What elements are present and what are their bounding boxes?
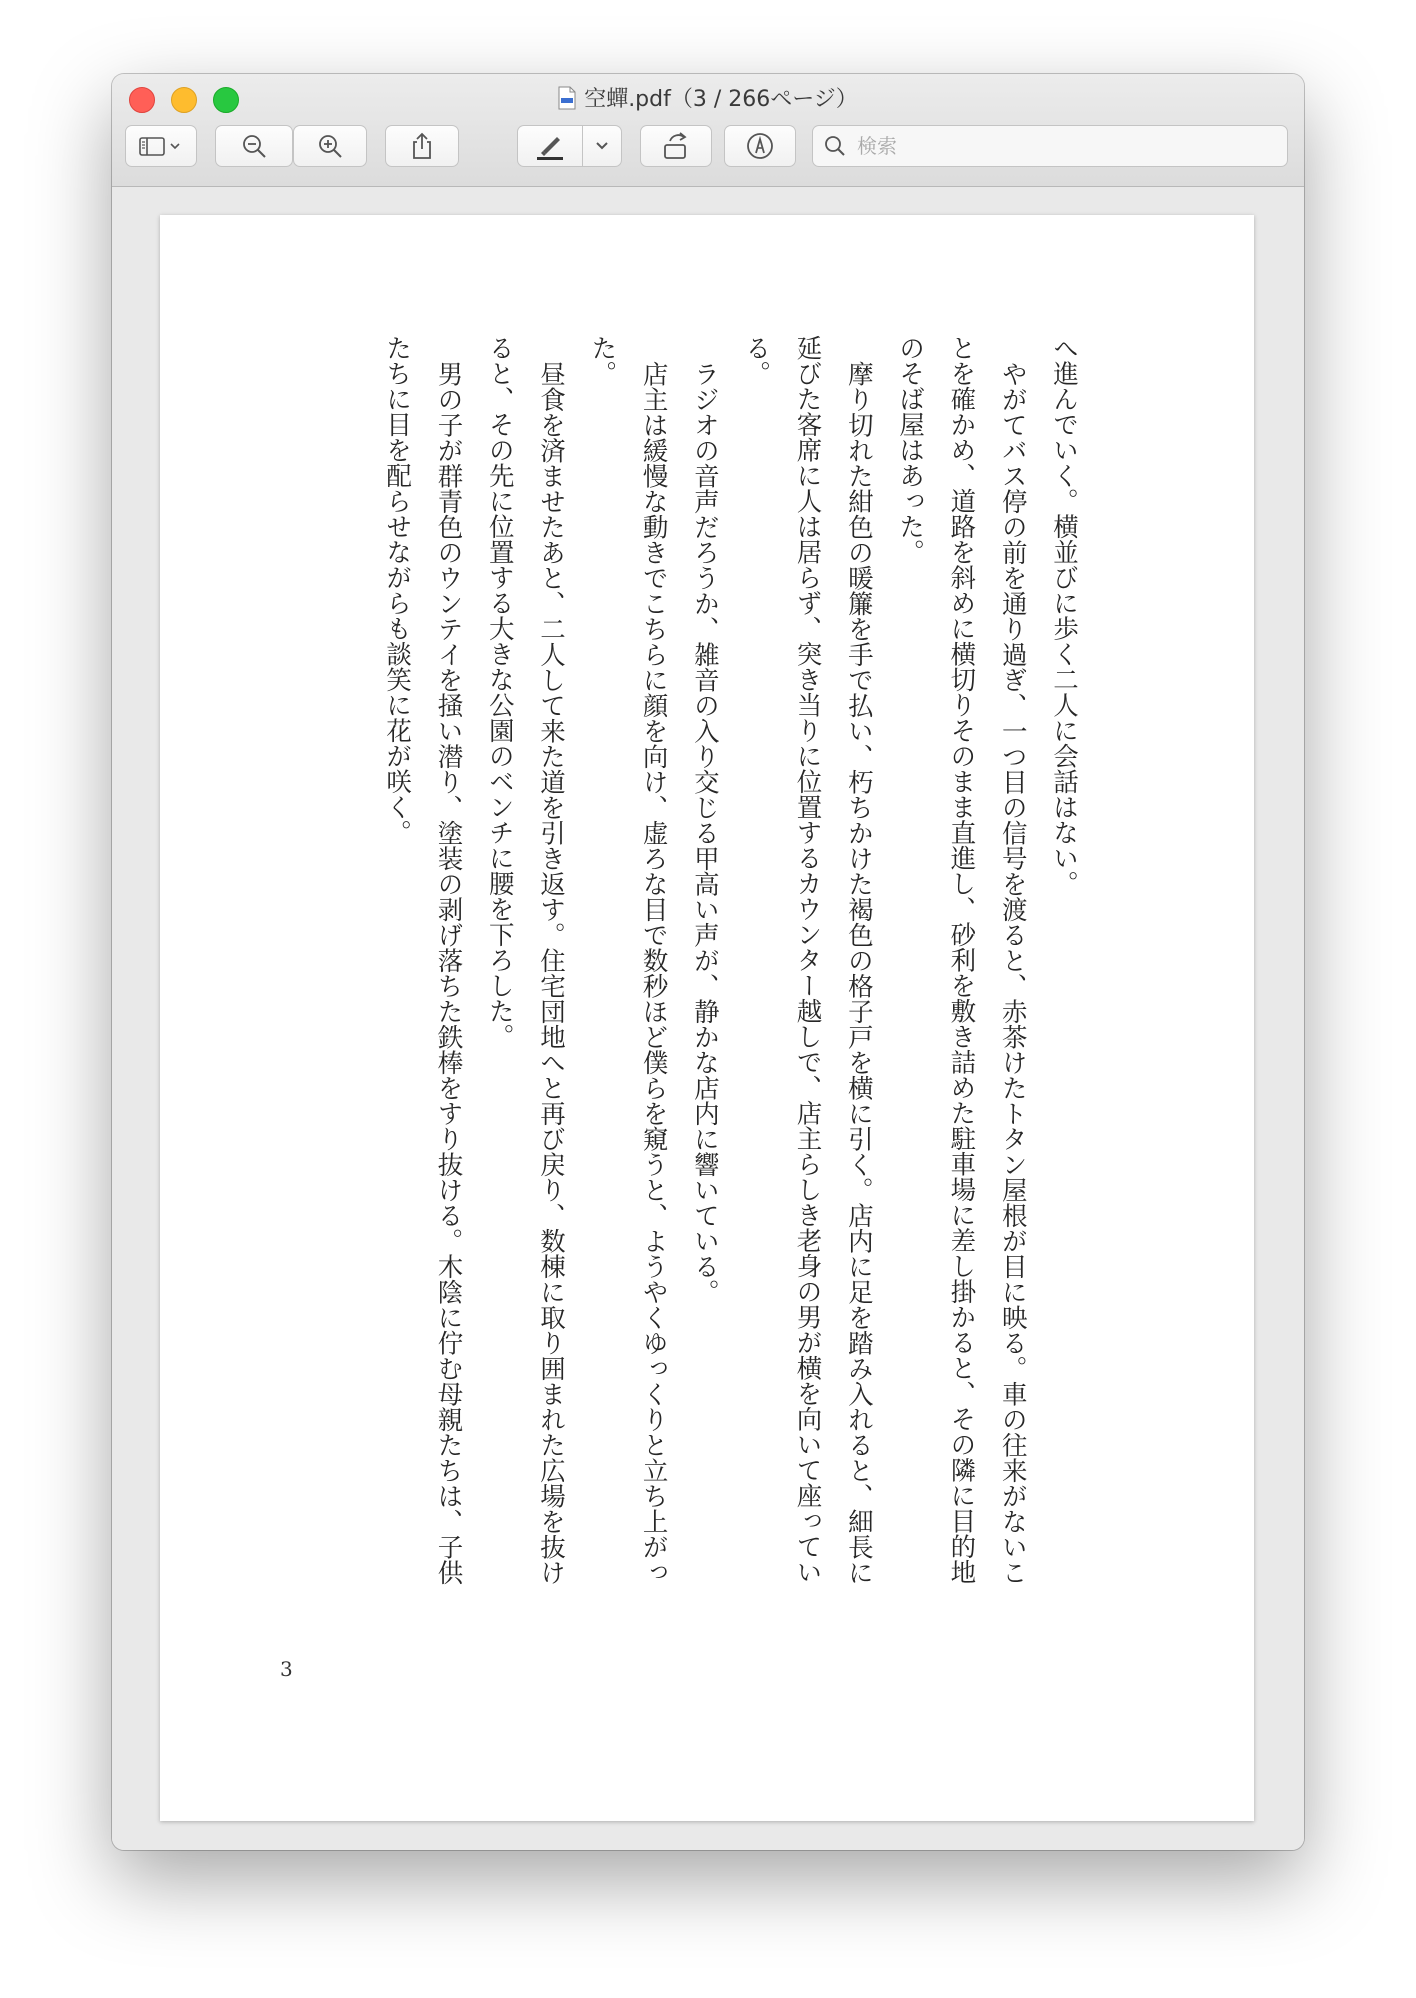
search-field[interactable] xyxy=(812,125,1288,167)
markup-toolbar-button[interactable] xyxy=(724,125,796,167)
zoom-in-button[interactable] xyxy=(293,125,367,167)
window-title xyxy=(112,82,1304,113)
preview-window xyxy=(112,74,1304,1850)
page-number: 3 xyxy=(280,1657,293,1681)
vertical-text-body xyxy=(371,335,1089,1595)
sidebar-toggle-button[interactable] xyxy=(125,125,197,167)
pdf-page xyxy=(160,215,1254,1821)
zoom-in-icon xyxy=(316,132,344,160)
chevron-down-icon xyxy=(594,140,610,152)
paragraph: ラジオの音声だろうか、雑音の入り交じる甲高い声が、静かな店内に響いている。 xyxy=(689,360,720,1304)
paragraph: へ進んでいく。横並びに歩く二人に会話はない。 xyxy=(1049,335,1079,896)
paragraph: 昼食を済ませたあと、二人して来た道を引き返す。住宅団地へと再び戻り、数棟に取り囲まれた広場を抜けると、その先に位置する大きな公園のベンチに腰を下ろした。 xyxy=(484,335,567,1585)
search-input[interactable] xyxy=(855,133,1259,159)
highlight-options-button[interactable] xyxy=(582,125,622,167)
window-title-text: 空蟬.pdf（3 / 266ページ） xyxy=(584,87,858,112)
document-view[interactable] xyxy=(112,187,1304,1850)
share-button[interactable] xyxy=(385,125,459,167)
rotate-icon xyxy=(660,131,692,161)
highlighter-icon xyxy=(533,131,567,161)
paragraph: 店主は緩慢な動きでこちらに顔を向け、虚ろな目で数秒ほど僕らを窺うと、ようやくゆっくりと立ち上がった。 xyxy=(587,335,669,1585)
zoom-out-icon xyxy=(240,132,268,160)
rotate-button[interactable] xyxy=(640,125,712,167)
share-icon xyxy=(408,131,436,161)
pdf-document-icon xyxy=(558,86,576,110)
paragraph: 摩り切れた紺色の暖簾を手で払い、朽ちかけた褐色の格子戸を横に引く。店内に足を踏み入れると、細長に延びた客席に人は居らず、突き当りに位置するカウンター越しで、店主らしき老身の男が横を向いて座っている。 xyxy=(741,335,874,1585)
paragraph: やがてバス停の前を通り過ぎ、一つ目の信号を渡ると、赤茶けたトタン屋根が目に映る。車の往来がないことを確かめ、道路を斜めに横切りそのまま直進し、砂利を敷き詰めた駐車場に差し掛かると、その隣に目的地のそば屋はあった。 xyxy=(895,335,1028,1585)
sidebar-icon xyxy=(137,134,185,158)
highlight-button[interactable] xyxy=(517,125,583,167)
paragraph: 男の子が群青色のウンテイを掻い潜り、塗装の剥げ落ちた鉄棒をすり抜ける。木陰に佇む母親たちは、子供たちに目を配らせながらも談笑に花が咲く。 xyxy=(382,335,464,1585)
markup-icon xyxy=(745,131,775,161)
zoom-out-button[interactable] xyxy=(215,125,293,167)
search-icon xyxy=(823,134,847,158)
titlebar xyxy=(112,74,1304,187)
